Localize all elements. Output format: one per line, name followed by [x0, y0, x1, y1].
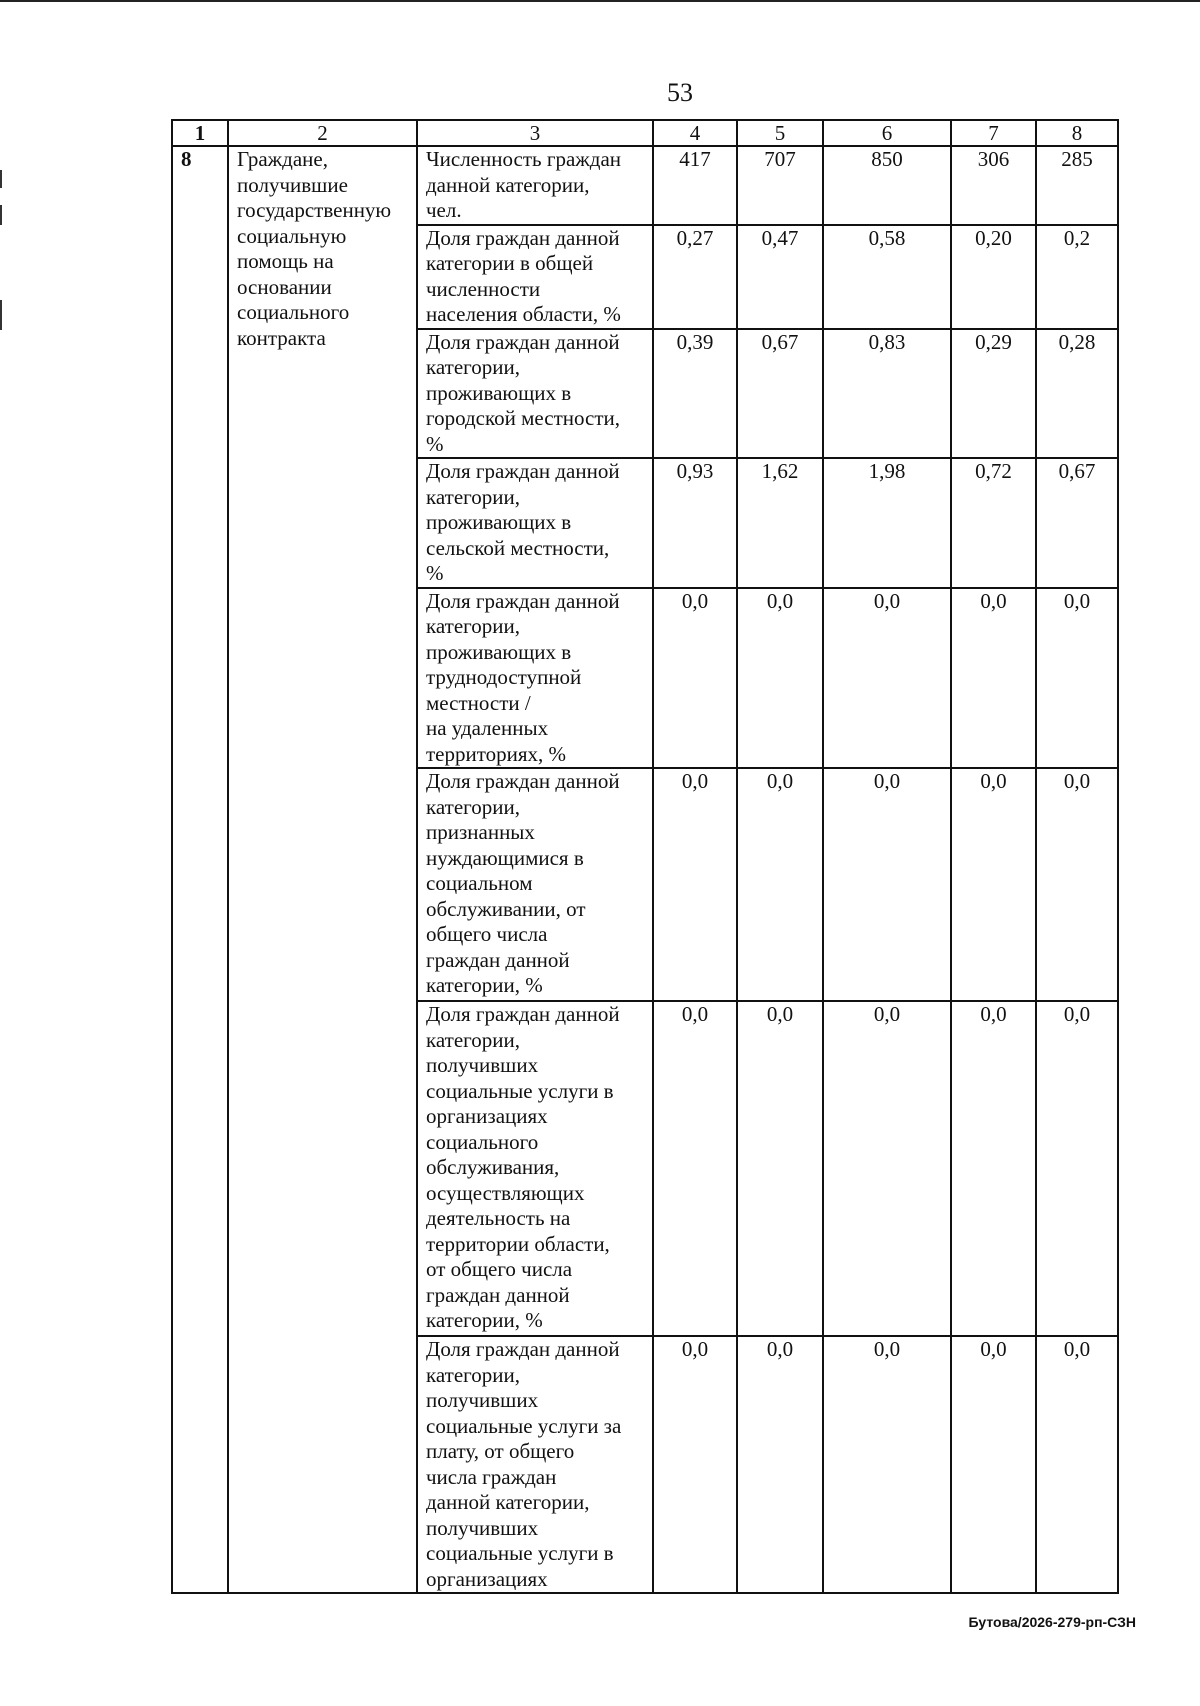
column-header: 7: [951, 120, 1036, 146]
value-cell: 0,29: [951, 329, 1036, 459]
value-cell: 0,93: [653, 458, 737, 588]
indicator-label-cell: Доля граждан данной категории, проживающих в сельской местности, %: [417, 458, 653, 588]
value-cell: 0,0: [1036, 1001, 1118, 1336]
value-cell: 0,83: [823, 329, 951, 459]
indicator-label-cell: Численность граждан данной категории, чел.: [417, 146, 653, 225]
value-cell: 0,67: [1036, 458, 1118, 588]
column-header: 6: [823, 120, 951, 146]
value-cell: 707: [737, 146, 823, 225]
table-header-row: [172, 120, 1118, 146]
value-cell: 0,2: [1036, 225, 1118, 329]
indicator-label-cell: Доля граждан данной категории, проживающих в городской местности, %: [417, 329, 653, 459]
value-cell: 0,0: [951, 1001, 1036, 1336]
value-cell: 0,0: [1036, 1336, 1118, 1593]
indicator-label-cell: Доля граждан данной категории, признанных нуждающимися в социальном обслуживании, от общего числа граждан данной категории, %: [417, 768, 653, 1001]
value-cell: 0,0: [737, 588, 823, 769]
category-cell: Граждане, получившие государственную социальную помощь на основании социального контракта: [228, 146, 417, 1593]
value-cell: 306: [951, 146, 1036, 225]
value-cell: 0,67: [737, 329, 823, 459]
value-cell: 0,58: [823, 225, 951, 329]
value-cell: 0,0: [737, 1336, 823, 1593]
page-number: 53: [667, 78, 693, 107]
scan-edge-mark: [0, 170, 2, 188]
value-cell: 1,98: [823, 458, 951, 588]
value-cell: 0,0: [823, 768, 951, 1001]
value-cell: 0,0: [653, 1336, 737, 1593]
value-cell: 0,0: [737, 768, 823, 1001]
value-cell: 0,0: [951, 588, 1036, 769]
value-cell: 0,0: [823, 588, 951, 769]
indicator-label-cell: Доля граждан данной категории, проживающих в труднодоступной местности / на удаленных территориях, %: [417, 588, 653, 769]
column-header: 4: [653, 120, 737, 146]
value-cell: 0,0: [653, 588, 737, 769]
value-cell: 0,0: [653, 768, 737, 1001]
value-cell: 285: [1036, 146, 1118, 225]
column-header: 2: [228, 120, 417, 146]
value-cell: 0,27: [653, 225, 737, 329]
table-body: [172, 120, 1118, 1593]
scan-edge-mark: [0, 205, 2, 225]
value-cell: 0,0: [1036, 768, 1118, 1001]
document-registration-code: Бутова/2026-279-рп-СЗН: [968, 1614, 1136, 1630]
indicator-label-cell: Доля граждан данной категории, получивших социальные услуги за плату, от общего числа граждан данной категории, получивших социальные услуги в организациях: [417, 1336, 653, 1593]
value-cell: 850: [823, 146, 951, 225]
table-row: [172, 146, 1118, 225]
value-cell: 417: [653, 146, 737, 225]
scan-top-border: [0, 0, 1200, 2]
indicator-label-cell: Доля граждан данной категории, получивших социальные услуги в организациях социального обслуживания, осуществляющих деятельность на территории области, от общего числа граждан данной категории, %: [417, 1001, 653, 1336]
statistics-table: [171, 119, 1119, 1594]
value-cell: 0,28: [1036, 329, 1118, 459]
column-header: 8: [1036, 120, 1118, 146]
indicator-label-cell: Доля граждан данной категории в общей численности населения области, %: [417, 225, 653, 329]
value-cell: 0,39: [653, 329, 737, 459]
value-cell: 1,62: [737, 458, 823, 588]
value-cell: 0,0: [951, 1336, 1036, 1593]
scan-edge-mark: [0, 300, 2, 330]
value-cell: 0,0: [1036, 588, 1118, 769]
value-cell: 0,20: [951, 225, 1036, 329]
row-number-cell: 8: [172, 146, 228, 1593]
value-cell: 0,47: [737, 225, 823, 329]
column-header: 3: [417, 120, 653, 146]
value-cell: 0,72: [951, 458, 1036, 588]
value-cell: 0,0: [737, 1001, 823, 1336]
value-cell: 0,0: [823, 1001, 951, 1336]
column-header: 5: [737, 120, 823, 146]
value-cell: 0,0: [951, 768, 1036, 1001]
value-cell: 0,0: [653, 1001, 737, 1336]
column-header: 1: [172, 120, 228, 146]
value-cell: 0,0: [823, 1336, 951, 1593]
